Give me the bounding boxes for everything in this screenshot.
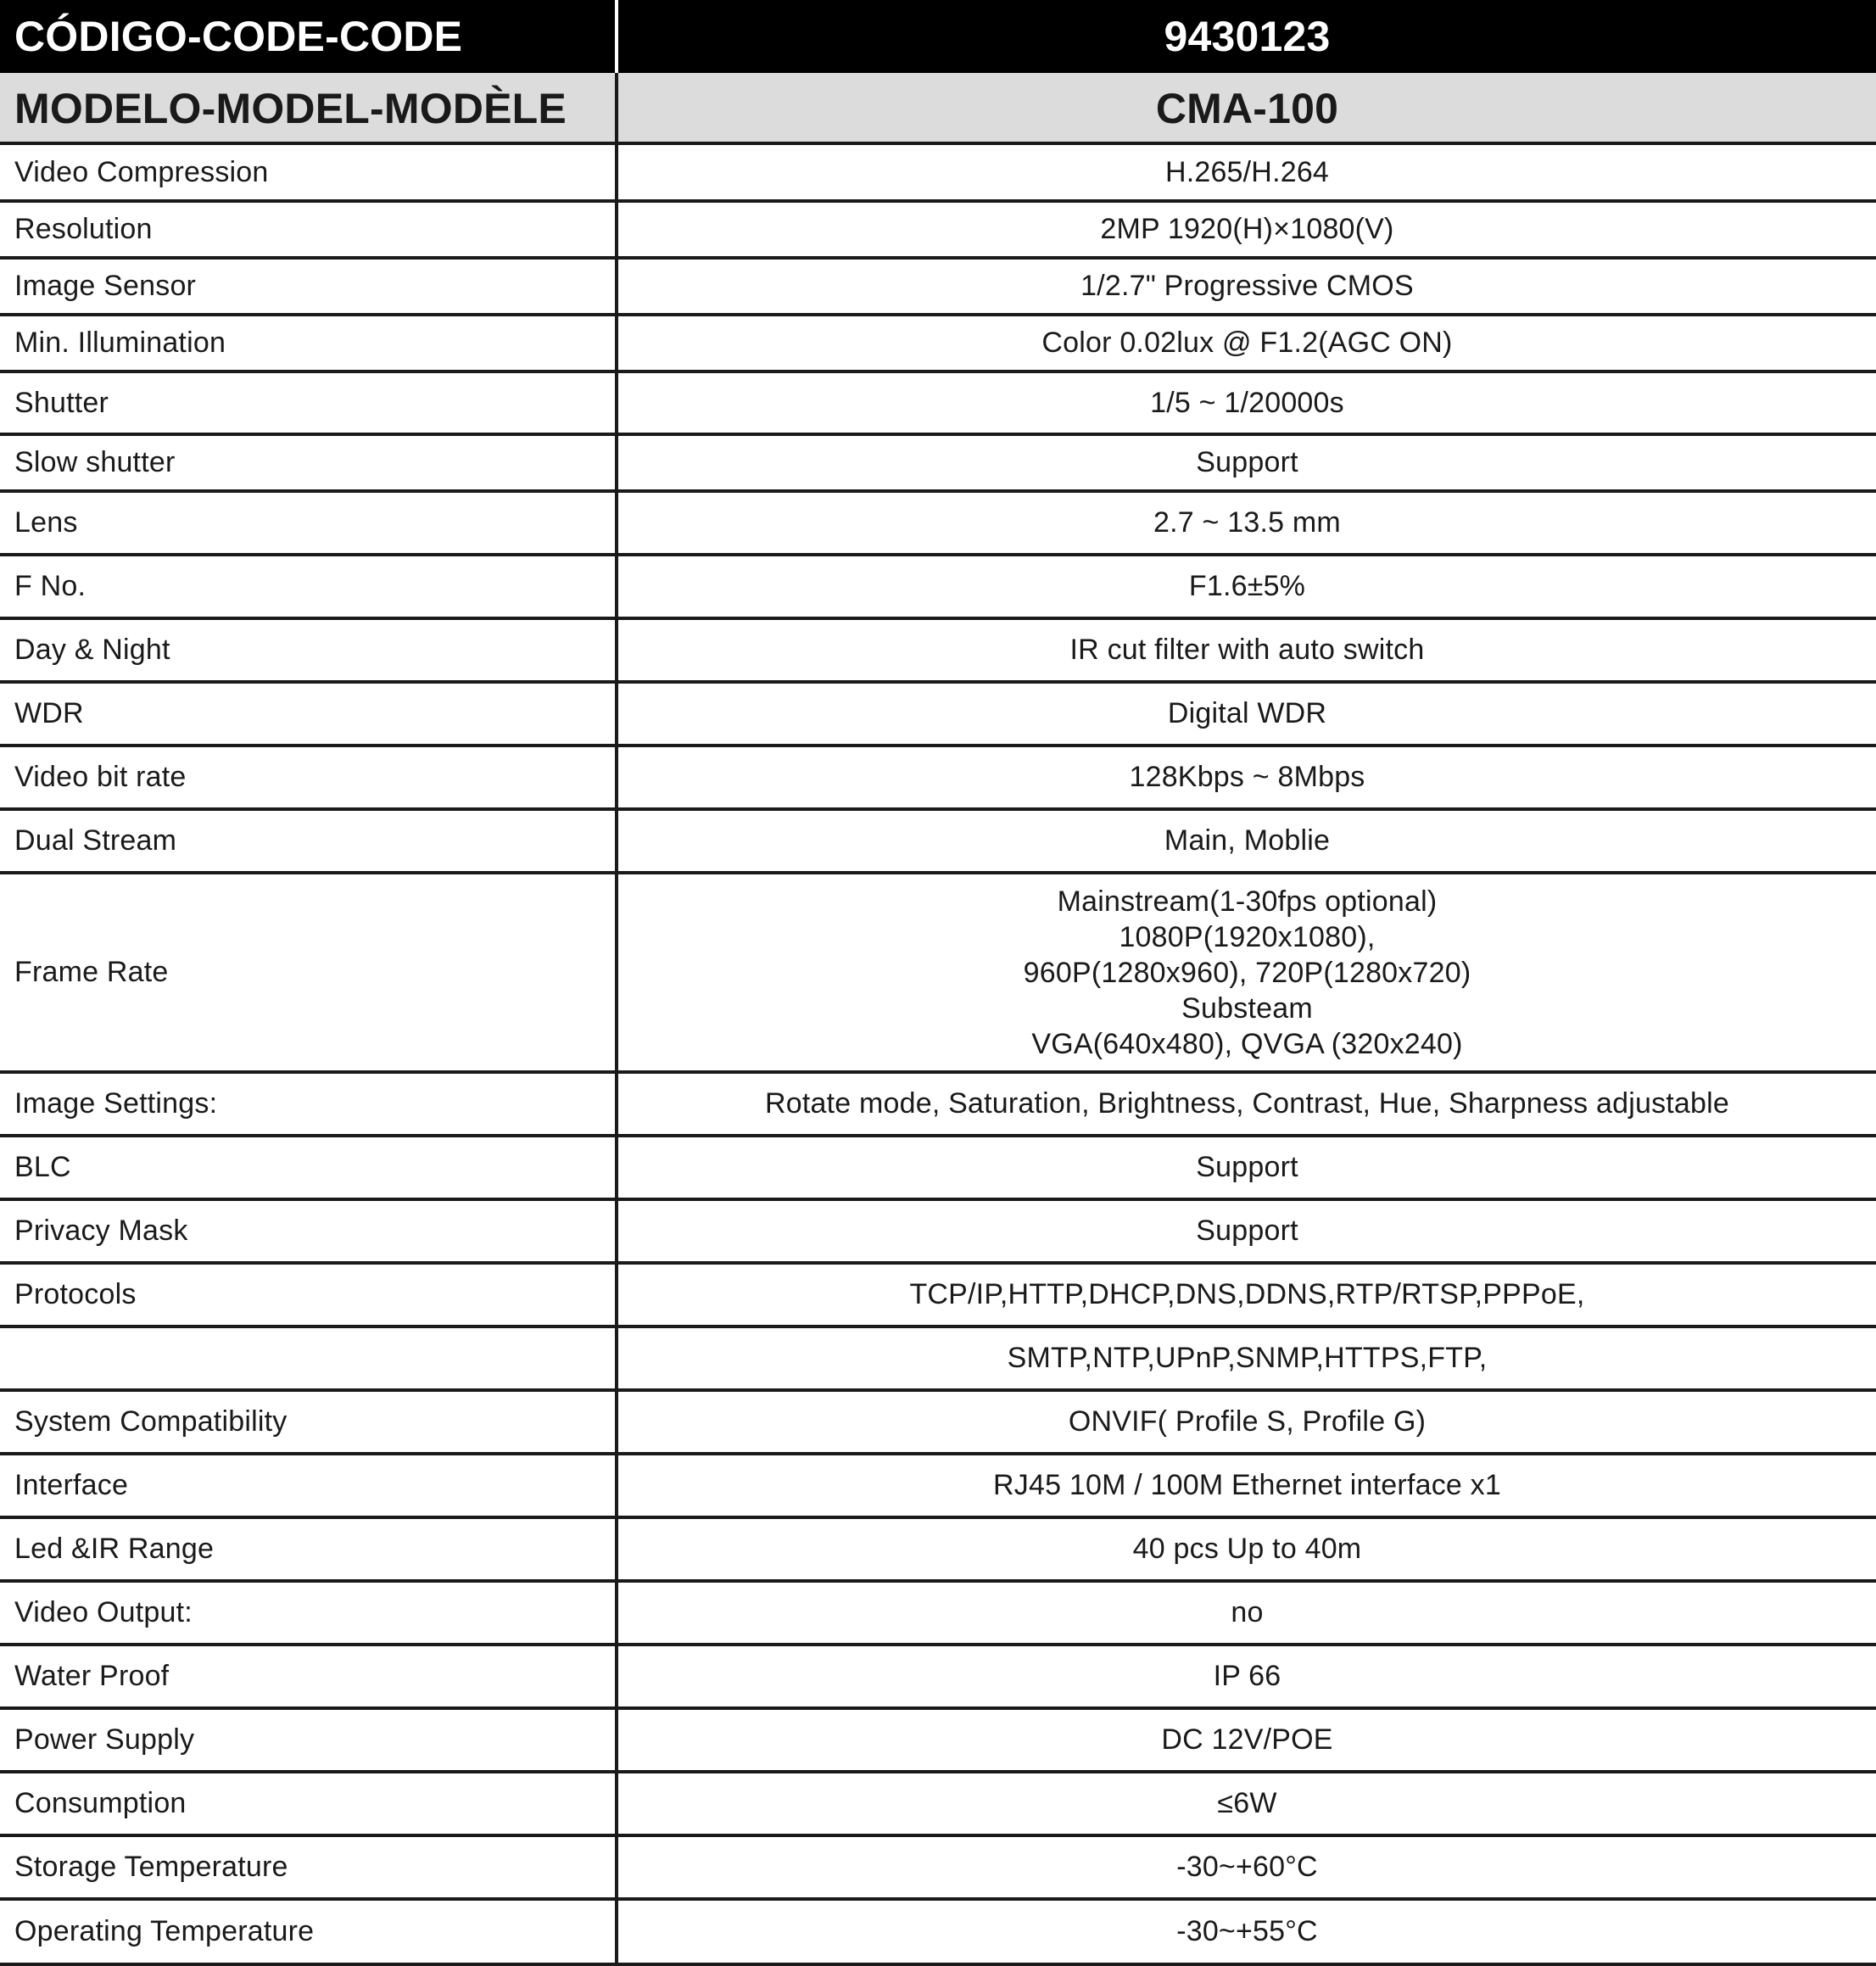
- code-row: [0, 0, 1876, 73]
- spec-label: Power Supply: [0, 1710, 618, 1770]
- spec-row: [0, 1455, 1876, 1516]
- spec-row: [0, 1392, 1876, 1452]
- spec-value: ≤6W: [1217, 1787, 1277, 1819]
- spec-label: Lens: [0, 493, 618, 553]
- spec-row: [0, 1265, 1876, 1325]
- spec-label: F No.: [0, 556, 618, 617]
- row-divider: [0, 1963, 1876, 1966]
- spec-value: Main, Moblie: [1164, 824, 1331, 857]
- spec-value: H.265/H.264: [1164, 155, 1330, 188]
- spec-value: IR cut filter with auto switch: [1069, 634, 1425, 666]
- spec-value: TCP/IP,HTTP,DHCP,DNS,DDNS,RTP/RTSP,PPPoE,: [909, 1278, 1585, 1310]
- spec-label: Resolution: [0, 203, 618, 256]
- spec-value: F1.6±5%: [1188, 570, 1306, 602]
- spec-row: [0, 556, 1876, 617]
- spec-row: [0, 1328, 1876, 1388]
- spec-row: [0, 620, 1876, 680]
- frame-rate-line: 960P(1280x960), 720P(1280x720): [1023, 956, 1471, 989]
- frame-rate-line: Mainstream(1-30fps optional): [1057, 885, 1438, 918]
- spec-label: Storage Temperature: [0, 1837, 618, 1897]
- spec-value: 40 pcs Up to 40m: [1132, 1533, 1362, 1565]
- spec-label: Image Sensor: [0, 260, 618, 313]
- spec-label: Consumption: [0, 1773, 618, 1834]
- spec-value: Color 0.02lux @ F1.2(AGC ON): [1041, 327, 1453, 359]
- spec-value: 1/2.7" Progressive CMOS: [1080, 270, 1414, 302]
- spec-value: IP 66: [1213, 1660, 1281, 1692]
- spec-value: ONVIF( Profile S, Profile G): [1068, 1405, 1427, 1438]
- spec-label: [0, 1328, 618, 1388]
- spec-row: [0, 145, 1876, 199]
- frame-rate-line: Substeam: [1181, 991, 1313, 1025]
- spec-label: Interface: [0, 1455, 618, 1516]
- spec-value: -30~+55°C: [1176, 1915, 1318, 1947]
- spec-label: BLC: [0, 1137, 618, 1198]
- spec-row: [0, 1646, 1876, 1706]
- spec-row: [0, 1837, 1876, 1897]
- spec-value-multiline: [618, 874, 1876, 1070]
- code-label: CÓDIGO-CODE-CODE: [0, 0, 618, 73]
- spec-row: [0, 684, 1876, 744]
- spec-label: Water Proof: [0, 1646, 618, 1706]
- spec-value: RJ45 10M / 100M Ethernet interface x1: [993, 1469, 1501, 1501]
- spec-value: -30~+60°C: [1176, 1851, 1318, 1883]
- model-row: [0, 73, 1876, 143]
- spec-row-frame-rate: [0, 874, 1876, 1070]
- spec-row: [0, 1137, 1876, 1198]
- spec-value: 128Kbps ~ 8Mbps: [1129, 761, 1365, 793]
- spec-value: 2MP 1920(H)×1080(V): [1100, 213, 1394, 245]
- code-value: 9430123: [1164, 13, 1331, 60]
- spec-row: [0, 811, 1876, 871]
- model-label: MODELO-MODEL-MODÈLE: [0, 73, 618, 143]
- spec-label: WDR: [0, 684, 618, 744]
- spec-row: [0, 1201, 1876, 1261]
- spec-row: [0, 1710, 1876, 1770]
- spec-row: [0, 1773, 1876, 1834]
- spec-row: [0, 747, 1876, 807]
- spec-label: Shutter: [0, 373, 618, 433]
- frame-rate-line: 1080P(1920x1080),: [1119, 920, 1376, 953]
- spec-label: Privacy Mask: [0, 1201, 618, 1261]
- spec-value: SMTP,NTP,UPnP,SNMP,HTTPS,FTP,: [1007, 1342, 1488, 1374]
- spec-row: [0, 203, 1876, 256]
- spec-value: no: [1231, 1596, 1264, 1628]
- spec-row: [0, 1519, 1876, 1579]
- spec-value: DC 12V/POE: [1161, 1723, 1333, 1756]
- spec-row: [0, 1583, 1876, 1643]
- spec-label: Frame Rate: [0, 874, 618, 1070]
- spec-label: Video Compression: [0, 145, 618, 199]
- spec-value: 1/5 ~ 1/20000s: [1150, 386, 1344, 419]
- spec-label: Video Output:: [0, 1583, 618, 1643]
- spec-row: [0, 373, 1876, 433]
- spec-label: Slow shutter: [0, 436, 618, 489]
- spec-row: [0, 1901, 1876, 1963]
- spec-value: Digital WDR: [1167, 697, 1327, 729]
- spec-value: 2.7 ~ 13.5 mm: [1153, 506, 1341, 539]
- spec-label: Protocols: [0, 1265, 618, 1325]
- spec-row: [0, 1074, 1876, 1134]
- spec-label: Min. Illumination: [0, 316, 618, 370]
- spec-row: [0, 436, 1876, 489]
- spec-label: System Compatibility: [0, 1392, 618, 1452]
- spec-value: Rotate mode, Saturation, Brightness, Contrast, Hue, Sharpness adjustable: [764, 1087, 1730, 1120]
- spec-label: Operating Temperature: [0, 1901, 618, 1963]
- spec-label: Day & Night: [0, 620, 618, 680]
- spec-label: Dual Stream: [0, 811, 618, 871]
- spec-value: Support: [1196, 446, 1298, 478]
- spec-row: [0, 493, 1876, 553]
- spec-value: Support: [1196, 1151, 1298, 1183]
- spec-row: [0, 316, 1876, 370]
- model-value: CMA-100: [1155, 84, 1339, 132]
- spec-label: Video bit rate: [0, 747, 618, 807]
- spec-row: [0, 260, 1876, 313]
- frame-rate-line: VGA(640x480), QVGA (320x240): [1031, 1027, 1463, 1060]
- spec-label: Led &IR Range: [0, 1519, 618, 1579]
- spec-label: Image Settings:: [0, 1074, 618, 1134]
- spec-value: Support: [1196, 1215, 1298, 1247]
